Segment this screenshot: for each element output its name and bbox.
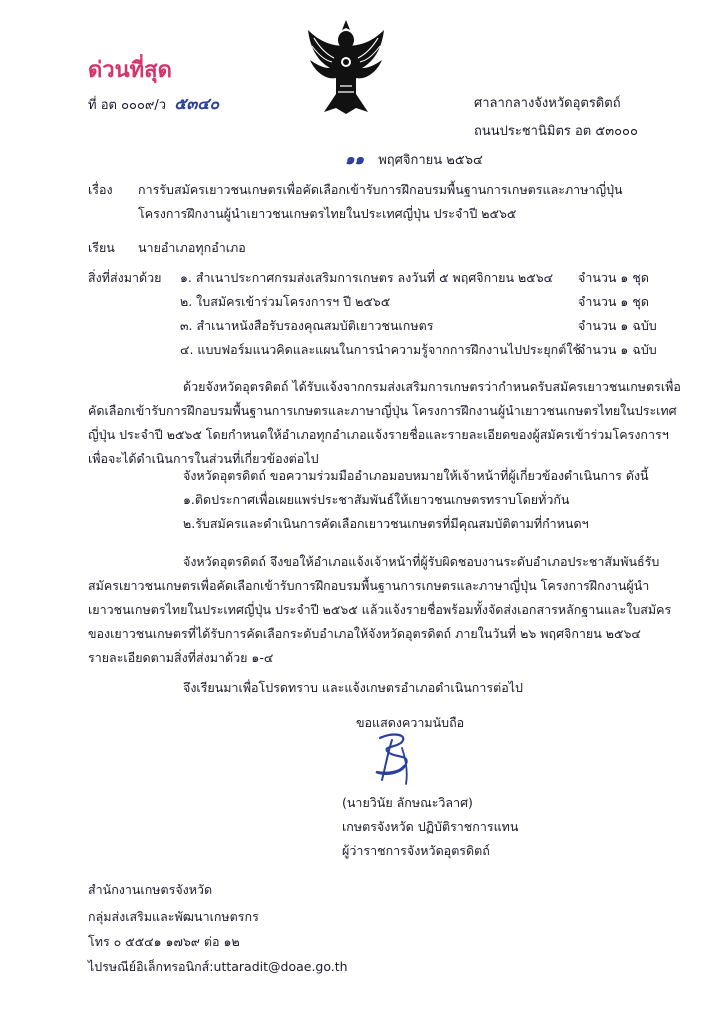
enclosure-qty-4: จำนวน ๑ ฉบับ: [578, 342, 657, 357]
enclosure-qty-2: จำนวน ๑ ชุด: [578, 294, 649, 309]
enclosure-qty-3: จำนวน ๑ ฉบับ: [578, 318, 657, 333]
body-para1-line2: คัดเลือกเข้ารับการฝึกอบรมพื้นฐานการเกษตรและภาษาญี่ปุ่น โครงการฝึกงานผู้นำเยาวชนเกษตรไทยในประเทศ: [88, 403, 677, 418]
subject-label: เรื่อง: [88, 182, 113, 197]
enclosure-item-1: ๑. สำเนาประกาศกรมส่งเสริมการเกษตร ลงวันที่ ๕ พฤศจิกายน ๒๕๖๔: [180, 270, 554, 285]
body-para2-line1: จังหวัดอุตรดิตถ์ ขอความร่วมมืออำเภอมอบหมายให้เจ้าหน้าที่ผู้เกี่ยวข้องดำเนินการ ดังนี้: [183, 468, 649, 483]
enclosure-item-3: ๓. สำเนาหนังสือรับรองคุณสมบัติเยาวชนเกษตร: [180, 318, 434, 333]
office-address-line1: ศาลากลางจังหวัดอุตรดิตถ์: [474, 96, 621, 111]
body-para3-line2: สมัครเยาวชนเกษตรเพื่อคัดเลือกเข้ารับการฝึกอบรมพื้นฐานการเกษตรและภาษาญี่ปุ่น โครงการฝึกงานผู้นำ: [88, 578, 650, 593]
letter-date: [345, 147, 483, 171]
body-para2-item1: ๑.ติดประกาศเพื่อเผยแพร่ประชาสัมพันธ์ให้เยาวชนเกษตรทราบโดยทั่วกัน: [183, 492, 570, 507]
signatory-position1: เกษตรจังหวัด ปฏิบัติราชการแทน: [342, 819, 519, 834]
reference-prefix: ที่ อต ๐๐๐๙/ว: [88, 98, 167, 113]
body-para3-line3: เยาวชนเกษตรไทยในประเทศญี่ปุ่น ประจำปี ๒๕๖๕ แล้วแจ้งรายชื่อพร้อมทั้งจัดส่งเอกสารหลักฐานและใบสมัคร: [88, 602, 672, 617]
enclosure-item-4: ๔. แบบฟอร์มแนวคิดและแผนในการนำความรู้จากการฝึกงานไปประยุกต์ใช้: [180, 342, 581, 357]
recipient-value: นายอำเภอทุกอำเภอ: [138, 240, 246, 255]
date-day-handwritten: ๑๑: [345, 150, 365, 168]
complimentary-closing: ขอแสดงความนับถือ: [356, 715, 465, 730]
body-para3-line1: จังหวัดอุตรดิตถ์ จึงขอให้อำเภอแจ้งเจ้าหน้าที่ผู้รับผิดชอบงานระดับอำเภอประชาสัมพันธ์รับ: [183, 554, 660, 569]
body-para1-line4: เพื่อจะได้ดำเนินการในส่วนที่เกี่ยวข้องต่อไป: [88, 451, 319, 466]
handwritten-signature-icon: [362, 728, 432, 788]
footer-email: ไปรษณีย์อิเล็กทรอนิกส์:uttaradit@doae.go.th: [88, 959, 348, 974]
signatory-name: (นายวินัย ลักษณะวิลาศ): [342, 795, 473, 810]
reference-number: [88, 92, 219, 117]
body-para3-line5: รายละเอียดตามสิ่งที่ส่งมาด้วย ๑-๔: [88, 650, 274, 665]
recipient-label: เรียน: [88, 240, 115, 255]
garuda-emblem-icon: [302, 16, 390, 116]
enclosures-label: สิ่งที่ส่งมาด้วย: [88, 270, 162, 285]
footer-office: สำนักงานเกษตรจังหวัด: [88, 882, 213, 897]
enclosure-qty-1: จำนวน ๑ ชุด: [578, 270, 649, 285]
body-para3-line4: ของเยาวชนเกษตรที่ได้รับการคัดเลือกระดับอำเภอให้จังหวัดอุตรดิตถ์ ภายในวันที่ ๒๖ พฤศจิกายน ๒๕๖๔: [88, 626, 641, 641]
body-closing: จึงเรียนมาเพื่อโปรดทราบ และแจ้งเกษตรอำเภอดำเนินการต่อไป: [183, 680, 523, 695]
body-para2-item2: ๒.รับสมัครและดำเนินการคัดเลือกเยาวชนเกษตรที่มีคุณสมบัติตามที่กำหนดฯ: [183, 516, 589, 531]
subject-line1: การรับสมัครเยาวชนเกษตรเพื่อคัดเลือกเข้ารับการฝึกอบรมพื้นฐานการเกษตรและภาษาญี่ปุ่น: [138, 182, 623, 197]
footer-phone: โทร ๐ ๕๕๔๑ ๑๗๖๙ ต่อ ๑๒: [88, 934, 240, 949]
office-address-line2: ถนนประชานิมิตร อต ๕๓๐๐๐: [474, 124, 638, 139]
body-para1-line1: ด้วยจังหวัดอุตรดิตถ์ ได้รับแจ้งจากกรมส่งเสริมการเกษตรว่ากำหนดรับสมัครเยาวชนเกษตรเพื่อ: [183, 379, 681, 394]
body-para1-line3: ญี่ปุ่น ประจำปี ๒๕๖๕ โดยกำหนดให้อำเภอทุกอำเภอแจ้งรายชื่อและรายละเอียดของผู้สมัครเข้าร่วมโครงการฯ: [88, 427, 669, 442]
urgency-stamp: ด่วนที่สุด: [88, 58, 172, 83]
reference-handwritten-number: ๕๓๔๐: [174, 94, 220, 113]
date-month-year: พฤศจิกายน ๒๕๖๔: [378, 153, 483, 168]
subject-line2: โครงการฝึกงานผู้นำเยาวชนเกษตรไทยในประเทศญี่ปุ่น ประจำปี ๒๕๖๕: [138, 206, 517, 221]
enclosure-item-2: ๒. ใบสมัครเข้าร่วมโครงการฯ ปี ๒๕๖๕: [180, 294, 391, 309]
signatory-position2: ผู้ว่าราชการจังหวัดอุตรดิตถ์: [342, 843, 490, 858]
footer-division: กลุ่มส่งเสริมและพัฒนาเกษตรกร: [88, 909, 259, 924]
